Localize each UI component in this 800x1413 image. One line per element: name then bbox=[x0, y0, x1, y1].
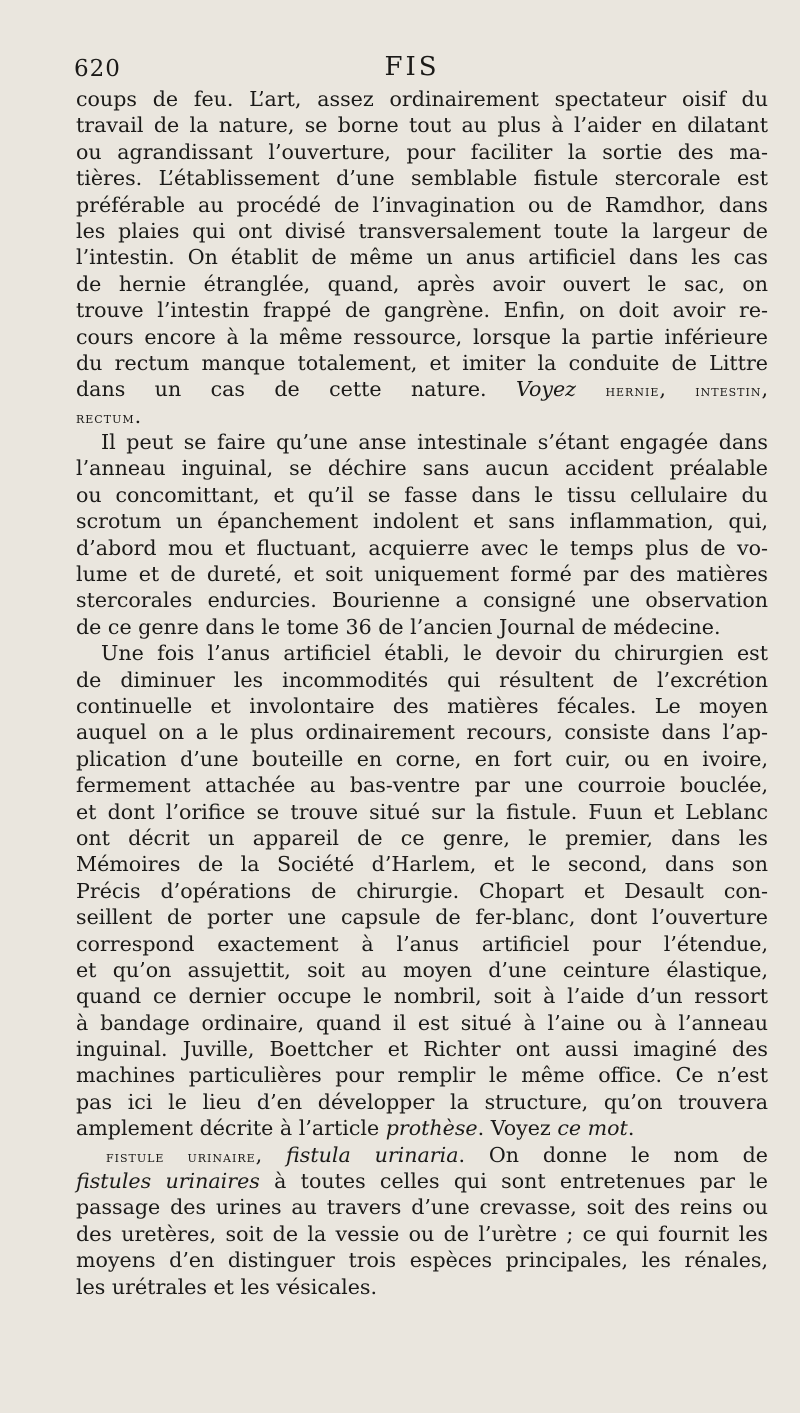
text-line: ont décrit un appareil de ce genre, le premier, dans les bbox=[76, 825, 768, 850]
text-line: machines particulières pour remplir le même office. Ce n’est bbox=[76, 1063, 768, 1088]
text-line: l’intestin. On établit de même un anus artificiel dans les cas bbox=[76, 245, 768, 270]
paragraph-4 bbox=[76, 1142, 768, 1300]
paragraph-2 bbox=[76, 429, 768, 640]
italic-term: prothèse bbox=[385, 1116, 478, 1141]
text-line: les urétrales et les vésicales. bbox=[76, 1274, 378, 1299]
text-line: tières. L’établissement d’une semblable fistule stercorale est bbox=[76, 166, 768, 191]
text-line: correspond exactement à l’anus artificiel pour l’étendue, bbox=[76, 931, 768, 956]
text-line: stercorales endurcies. Bourienne a consigné une observation bbox=[76, 588, 768, 613]
body-text bbox=[76, 86, 768, 1300]
text-line: continuelle et involontaire des matières fécales. Le moyen bbox=[76, 693, 768, 718]
text-line: fistule urinaire, fistula urinaria. On donne le nom de bbox=[106, 1142, 768, 1167]
text-line: Précis d’opérations de chirurgie. Chopart et Desault con- bbox=[76, 878, 768, 903]
text-line: Une fois l’anus artificiel établi, le devoir du chirurgien est bbox=[101, 641, 768, 666]
text-line: plication d’une bouteille en corne, en fort cuir, ou en ivoire, bbox=[76, 746, 768, 771]
text-line: des uretères, soit de la vessie ou de l’urètre ; ce qui fournit les bbox=[76, 1221, 768, 1246]
text-line: lume et de dureté, et soit uniquement formé par des matières bbox=[76, 562, 768, 587]
text-line: seillent de porter une capsule de fer-blanc, dont l’ouverture bbox=[76, 905, 768, 930]
text-line: pas ici le lieu d’en développer la structure, qu’on trouvera bbox=[76, 1089, 768, 1114]
running-title: FIS bbox=[384, 52, 440, 82]
text-line: ou agrandissant l’ouverture, pour faciliter la sortie des ma- bbox=[76, 139, 768, 164]
text-line: de diminuer les incommodités qui résultent de l’excrétion bbox=[76, 667, 768, 692]
text-line: Il peut se faire qu’une anse intestinale s’étant engagée dans bbox=[101, 430, 768, 455]
text-line: fermement attachée au bas-ventre par une courroie bouclée, bbox=[76, 773, 768, 798]
text-line: à bandage ordinaire, quand il est situé à l’aine ou à l’anneau bbox=[76, 1010, 768, 1035]
italic-term: Voyez bbox=[515, 377, 577, 402]
small-caps-term: fistule urinaire bbox=[106, 1147, 256, 1166]
text-line: de ce genre dans le tome 36 de l’ancien Journal de médecine. bbox=[76, 614, 721, 639]
paragraph-3 bbox=[76, 640, 768, 1141]
small-caps-term: hernie bbox=[605, 382, 660, 401]
text-line: l’anneau inguinal, se déchire sans aucun accident préalable bbox=[76, 456, 768, 481]
page-number: 620 bbox=[74, 56, 121, 82]
italic-term: fistules urinaires bbox=[76, 1169, 260, 1194]
text-line: auquel on a le plus ordinairement recours, consiste dans l’ap- bbox=[76, 720, 768, 745]
text-line: quand ce dernier occupe le nombril, soit à l’aide d’un ressort bbox=[76, 984, 768, 1009]
italic-term: ce mot bbox=[557, 1116, 628, 1141]
text-line: et qu’on assujettit, soit au moyen d’une ceinture élastique, bbox=[76, 957, 768, 982]
text-line: ou concomittant, et qu’il se fasse dans le tissu cellulaire du bbox=[76, 482, 768, 507]
text-line: coups de feu. L’art, assez ordinairement spectateur oisif du bbox=[76, 87, 768, 111]
text-line: et dont l’orifice se trouve situé sur la fistule. Fuun et Leblanc bbox=[76, 799, 768, 824]
text-line: du rectum manque totalement, et imiter la conduite de Littre bbox=[76, 350, 768, 375]
text-line: cours encore à la même ressource, lorsque la partie inférieure bbox=[76, 324, 768, 349]
text-line: de hernie étranglée, quand, après avoir ouvert le sac, on bbox=[76, 271, 768, 296]
text-line: inguinal. Juville, Boettcher et Richter ont aussi imaginé des bbox=[76, 1037, 768, 1062]
text-line: d’abord mou et fluctuant, acquierre avec le temps plus de vo- bbox=[76, 535, 768, 560]
italic-term: fistula urinaria bbox=[286, 1142, 459, 1167]
text-line: les plaies qui ont divisé transversalement toute la largeur de bbox=[76, 218, 768, 243]
small-caps-term: intestin bbox=[695, 382, 762, 401]
text-line: passage des urines au travers d’une crevasse, soit des reins ou bbox=[76, 1195, 768, 1220]
text-line: travail de la nature, se borne tout au plus à l’aider en dilatant bbox=[76, 113, 768, 138]
page-header bbox=[74, 52, 750, 86]
text-line: Mémoires de la Société d’Harlem, et le second, dans son bbox=[76, 852, 768, 877]
text-line: moyens d’en distinguer trois espèces principales, les rénales, bbox=[76, 1248, 768, 1273]
small-caps-term: rectum bbox=[76, 408, 135, 427]
text-line: dans un cas de cette nature. Voyez hernie, intestin, bbox=[76, 377, 769, 402]
text-line: préférable au procédé de l’invagination ou de Ramdhor, dans bbox=[76, 192, 768, 217]
text-line: amplement décrite à l’article prothèse. Voyez ce mot. bbox=[76, 1116, 635, 1141]
text-line: rectum. bbox=[76, 403, 142, 428]
text-line: fistules urinaires à toutes celles qui sont entretenues par le bbox=[76, 1169, 768, 1194]
text-line: scrotum un épanchement indolent et sans inflammation, qui, bbox=[76, 509, 768, 534]
paragraph-1 bbox=[76, 86, 768, 429]
text-line: trouve l’intestin frappé de gangrène. Enfin, on doit avoir re- bbox=[76, 298, 768, 323]
